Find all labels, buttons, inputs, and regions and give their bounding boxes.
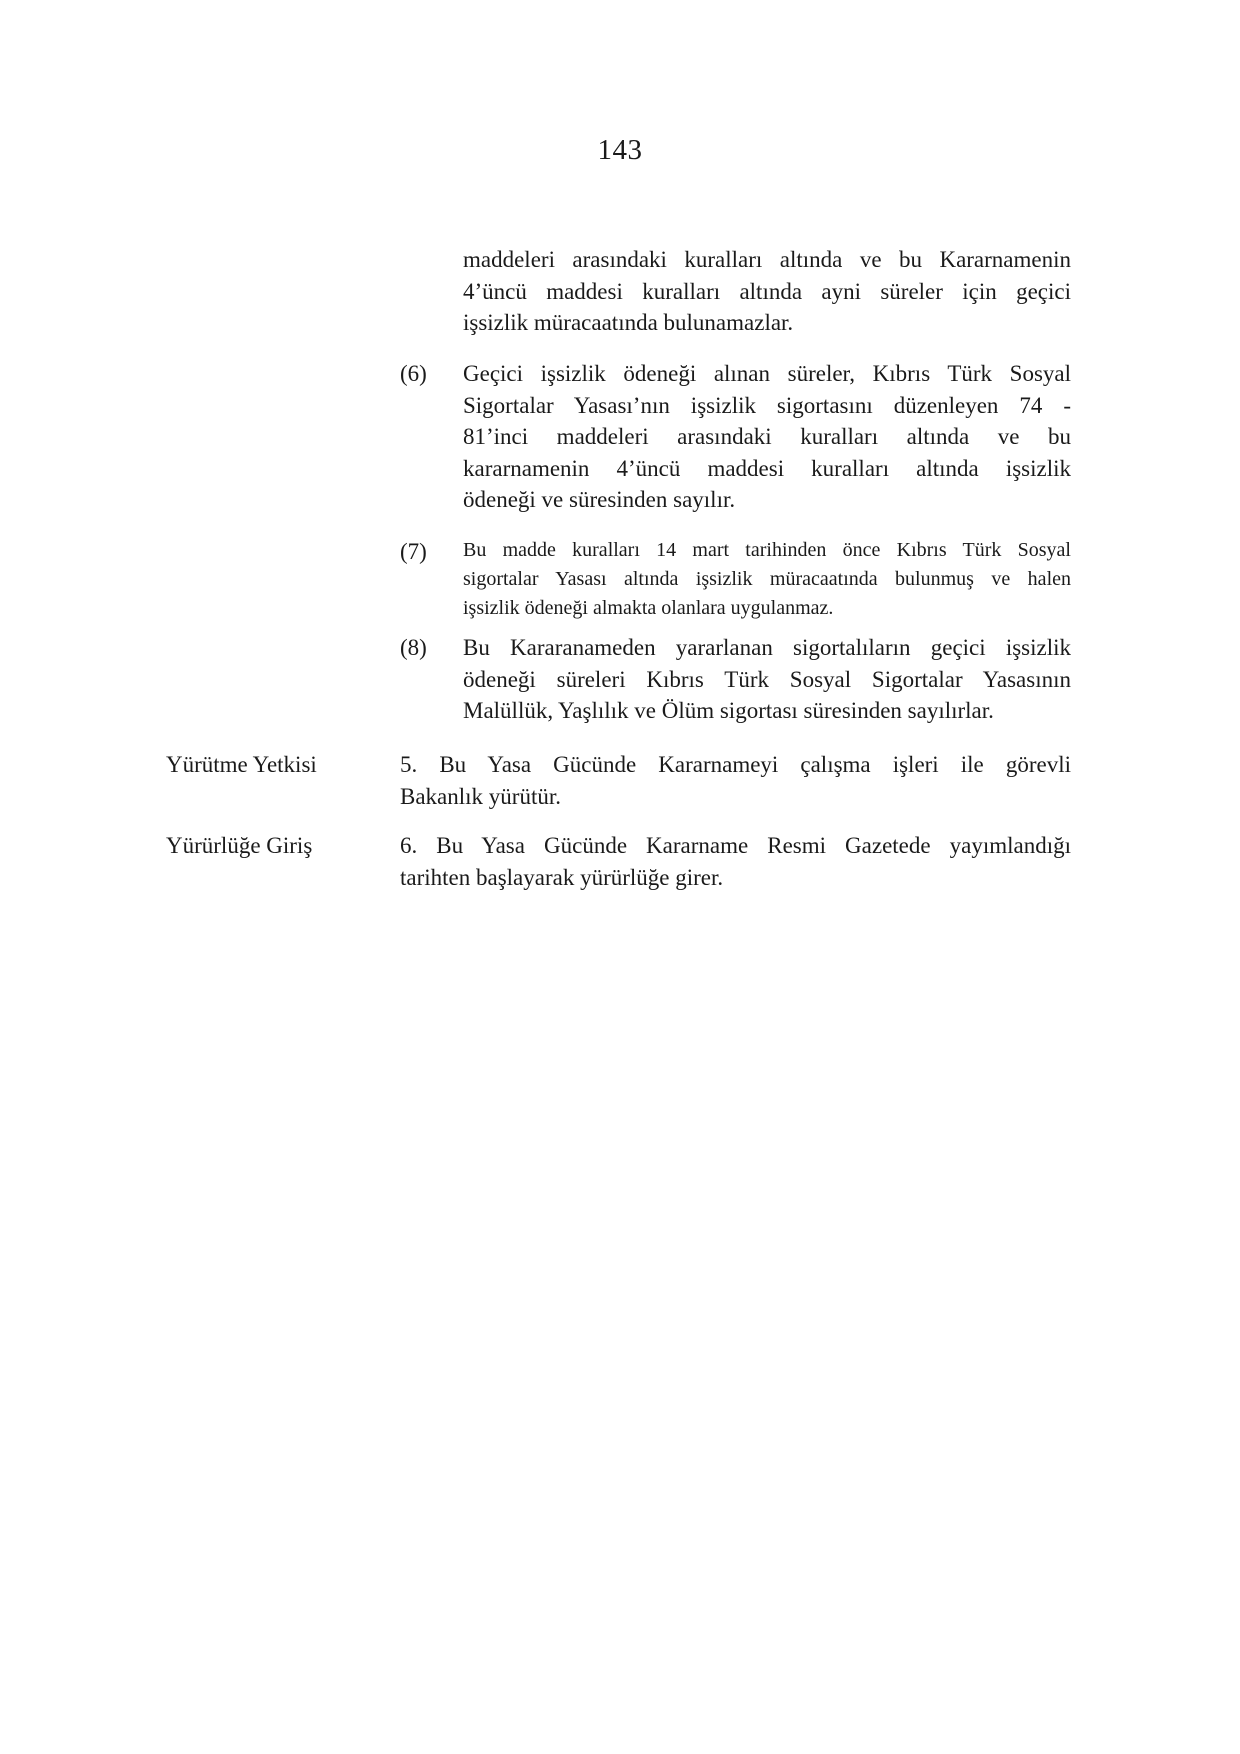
article-line: 6. Bu Yasa Gücünde Kararname Resmi Gazetede yayımlandığı bbox=[400, 833, 1071, 858]
paragraph-line: Malüllük, Yaşlılık ve Ölüm sigortası süresinden sayılırlar. bbox=[463, 698, 994, 723]
continuation-line: maddeleri arasındaki kuralları altında ve bu Kararnamenin bbox=[463, 247, 1071, 272]
continuation-line: 4’üncü maddesi kuralları altında ayni süreler için geçici bbox=[463, 278, 1071, 304]
article-line: 5. Bu Yasa Gücünde Kararnameyi çalışma işleri ile görevli bbox=[400, 752, 1071, 777]
continuation-line: işsizlik müracaatında bulunamazlar. bbox=[463, 310, 794, 335]
paragraph-number: (6) bbox=[400, 361, 427, 386]
paragraph-line: ödeneği ve süresinden sayılır. bbox=[463, 487, 736, 512]
paragraph-line: sigortalar Yasası altında işsizlik müracaatında bulunmuş ve halen bbox=[463, 568, 1071, 590]
paragraph-line: işsizlik ödeneği almakta olanlara uygulanmaz. bbox=[463, 597, 834, 619]
continuation-text bbox=[463, 244, 1071, 339]
paragraph-number: (7) bbox=[400, 539, 427, 564]
paragraph-line: Bu madde kuralları 14 mart tarihinden önce Kıbrıs Türk Sosyal bbox=[463, 539, 1071, 561]
article-side-title: Yürürlüğe Giriş bbox=[166, 833, 313, 858]
page-number: 143 bbox=[597, 134, 643, 166]
paragraph-line: ödeneği süreleri Kıbrıs Türk Sosyal Sigortalar Yasasının bbox=[463, 666, 1071, 692]
article-line: Bakanlık yürütür. bbox=[400, 783, 561, 809]
paragraph-number: (8) bbox=[400, 635, 427, 660]
article-side-title: Yürütme Yetkisi bbox=[166, 752, 317, 777]
paragraph-line: Sigortalar Yasası’nın işsizlik sigortasını düzenleyen 74 - bbox=[463, 392, 1071, 418]
paragraph-text bbox=[463, 632, 1071, 727]
article-text bbox=[400, 830, 1071, 893]
paragraph-text bbox=[463, 536, 1071, 623]
paragraph-line: 81’inci maddeleri arasındaki kuralları altında ve bu bbox=[463, 424, 1071, 449]
paragraph-text bbox=[463, 358, 1071, 516]
article-text bbox=[400, 749, 1071, 812]
article-line: tarihten başlayarak yürürlüğe girer. bbox=[400, 864, 724, 890]
paragraph-line: kararnamenin 4’üncü maddesi kuralları altında işsizlik bbox=[463, 455, 1071, 481]
paragraph-line: Bu Kararanameden yararlanan sigortalıların geçici işsizlik bbox=[463, 635, 1071, 660]
paragraph-line: Geçici işsizlik ödeneği alınan süreler, Kıbrıs Türk Sosyal bbox=[463, 361, 1071, 386]
